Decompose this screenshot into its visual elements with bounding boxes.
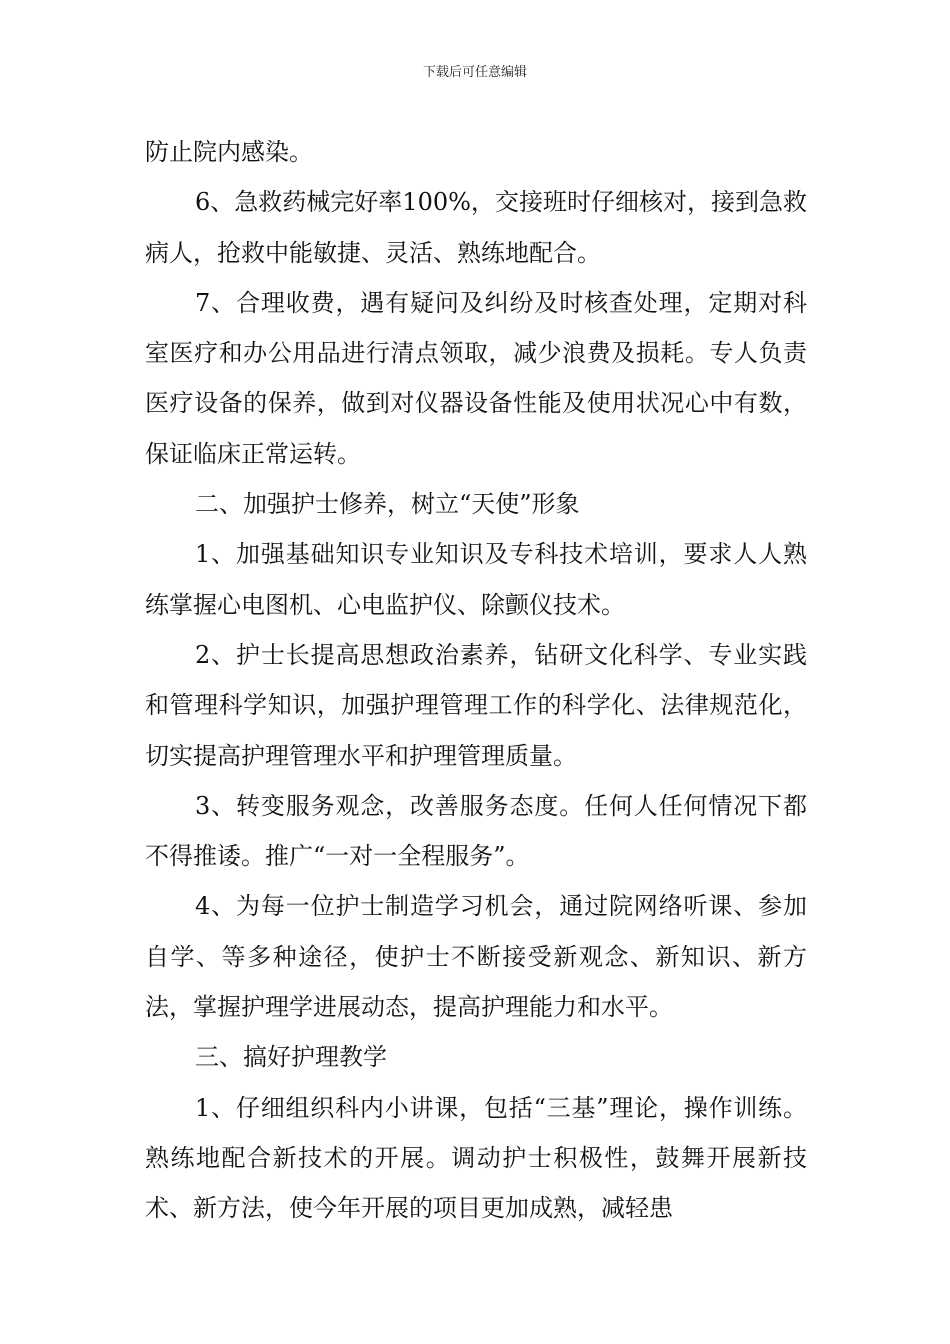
paragraph-2-2: 2、护士长提高思想政治素养，钻研文化科学、专业实践和管理科学知识，加强护理管理工作的科学化、法律规范化，切实提高护理管理水平和护理管理质量。 [145, 640, 807, 770]
document-body [145, 127, 807, 1234]
paragraph-item-7: 7、合理收费，遇有疑问及纠纷及时核查处理，定期对科室医疗和办公用品进行清点领取，减少浪费及损耗。专人负责医疗设备的保养，做到对仪器设备性能及使用状况心中有数，保证临床正常运转。 [145, 288, 807, 468]
paragraph-continuation: 防止院内感染。 [145, 138, 313, 166]
paragraph-3-1: 1、仔细组织科内小讲课，包括“三基”理论，操作训练。熟练地配合新技术的开展。调动护士积极性，鼓舞开展新技术、新方法，使今年开展的项目更加成熟，减轻患 [145, 1093, 807, 1223]
page-header: 下载后可任意编辑 [422, 65, 527, 80]
paragraph-2-1: 1、加强基础知识专业知识及专科技术培训，要求人人熟练掌握心电图机、心电监护仪、除颤仪技术。 [145, 540, 807, 619]
section-heading-3: 三、搞好护理教学 [195, 1043, 387, 1072]
paragraph-item-6: 6、急救药械完好率100%，交接班时仔细核对，接到急救病人，抢救中能敏捷、灵活、熟练地配合。 [145, 188, 807, 267]
paragraph-2-3: 3、转变服务观念，改善服务态度。任何人任何情况下都不得推诿。推广“一对一全程服务”。 [145, 791, 807, 871]
section-heading-2: 二、加强护士修养，树立“天使”形象 [195, 490, 580, 519]
paragraph-2-4: 4、为每一位护士制造学习机会，通过院网络听课、参加自学、等多种途径，使护士不断接受新观念、新知识、新方法，掌握护理学进展动态，提高护理能力和水平。 [145, 892, 807, 1022]
